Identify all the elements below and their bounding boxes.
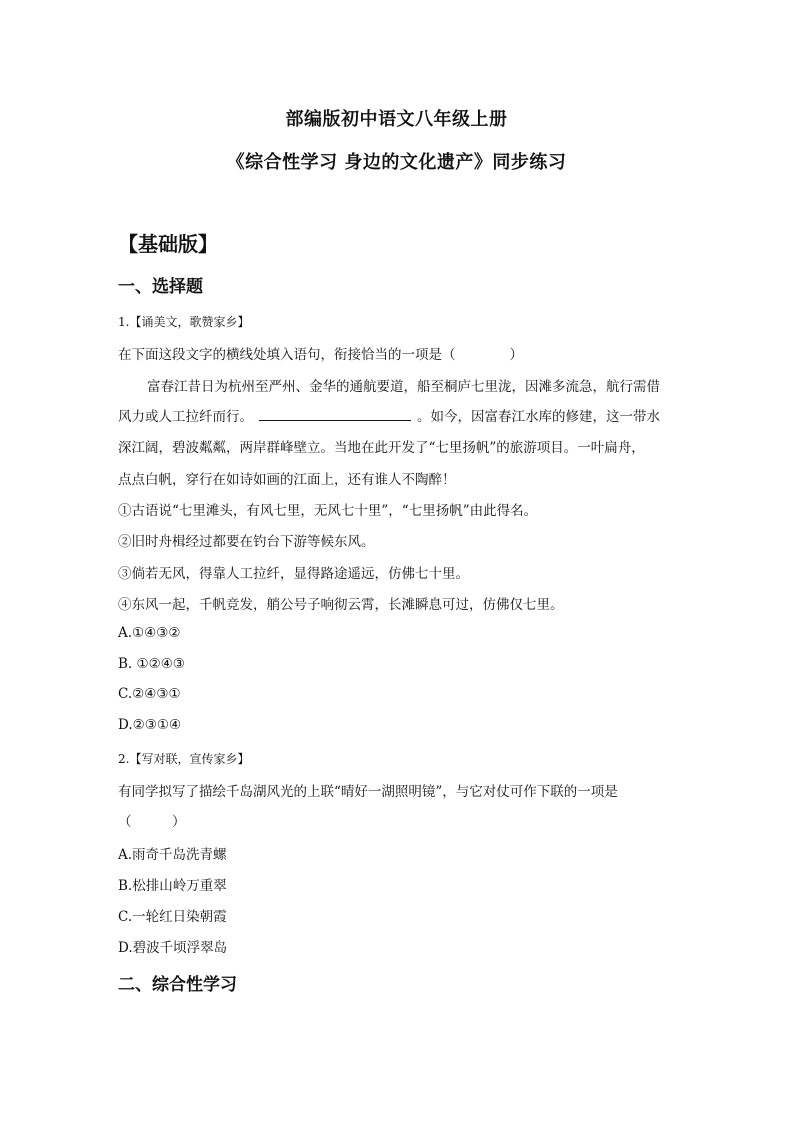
passage-line-2: [118, 405, 660, 425]
q2-option-a: A.雨奇千岛洗青螺: [118, 847, 227, 863]
q2-option-b: B.松排山岭万重翠: [118, 878, 227, 894]
document-subtitle: 《综合性学习 身边的文化遗产》同步练习: [226, 152, 567, 173]
question-1-stem: 在下面这段文字的横线处填入语句，衔接恰当的一项是（ ）: [118, 347, 523, 363]
section-heading-comprehensive: 二、综合性学习: [118, 975, 237, 995]
passage-line-4: 点点白帆，穿行在如诗如画的江面上，还有谁人不陶醉！: [118, 472, 456, 488]
passage-line-1: 富春江昔日为杭州至严州、金华的通航要道，船至桐庐七里泷，因滩多流急，航行需借: [147, 379, 660, 395]
question-1-number: 1.【诵美文，歌赞家乡】: [118, 315, 250, 329]
question-2-stem-bracket: （ ）: [118, 814, 186, 830]
question-2-number: 2.【写对联，宣传家乡】: [118, 752, 250, 766]
document-title: 部编版初中语文八年级上册: [285, 109, 508, 130]
question-2-stem: 有同学拟写了描绘千岛湖风光的上联“晴好一湖照明镜”，与它对仗可作下联的一项是: [118, 784, 618, 800]
passage-line-2-start: 风力或人工拉纤而行。: [118, 409, 253, 425]
q1-option-b: B. ①②④③: [118, 656, 185, 672]
sentence-4: ④东风一起，千帆竞发，艄公号子响彻云霄，长滩瞬息可过，仿佛仅七里。: [118, 597, 564, 613]
q2-option-d: D.碧波千顷浮翠岛: [118, 940, 228, 956]
sentence-1: ①古语说“七里滩头，有风七里，无风七十里”，“七里扬帆”由此得名。: [118, 503, 538, 519]
q2-option-c: C.一轮红日染朝霞: [118, 909, 227, 925]
section-heading-choice: 一、选择题: [118, 277, 203, 297]
q1-option-d: D.②③①④: [118, 717, 182, 733]
passage-line-2-end: 。如今，因富春江水库的修建，这一带水: [417, 409, 660, 425]
version-label: 【基础版】: [118, 232, 218, 256]
sentence-3: ③倘若无风，得靠人工拉纤，显得路途遥远，仿佛七十里。: [118, 566, 469, 582]
sentence-2: ②旧时舟楫经过都要在钓台下游等候东风。: [118, 534, 375, 550]
q1-option-a: A.①④③②: [118, 625, 181, 641]
fill-in-blank: [259, 410, 411, 421]
q1-option-c: C.②④③①: [118, 686, 181, 702]
passage-line-3: 深江阔，碧波粼粼，两岸群峰壁立。当地在此开发了“七里扬帆”的旅游项目。一叶扁舟，: [118, 440, 645, 456]
